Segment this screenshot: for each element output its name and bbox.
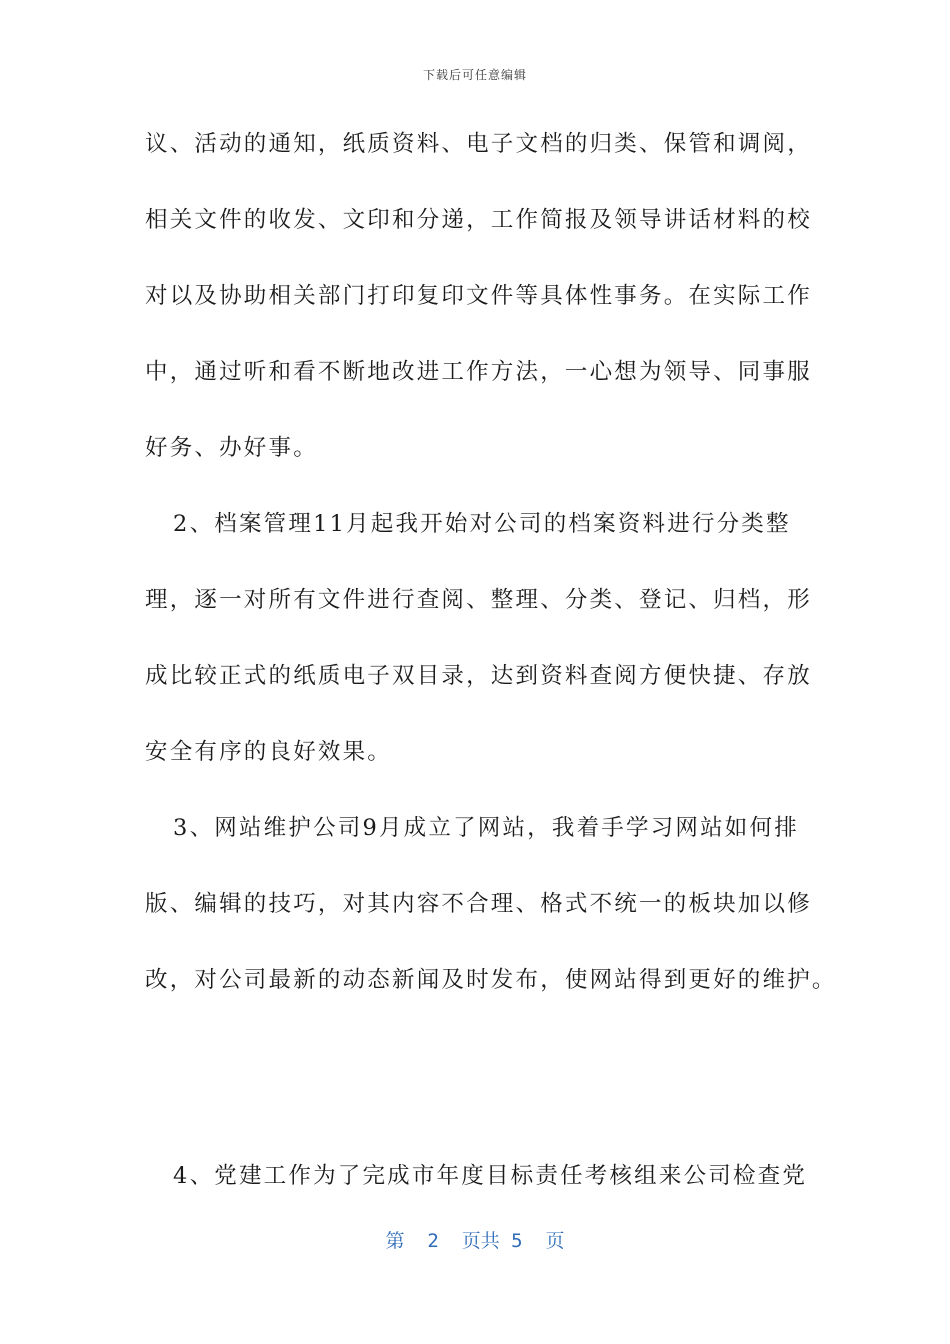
body-line: 议、活动的通知，纸质资料、电子文档的归类、保管和调阅， [145, 131, 812, 157]
page-number-footer: 第 2 页共 5 页 [385, 1230, 565, 1252]
body-line: 2、档案管理11月起我开始对公司的档案资料进行分类整 [145, 511, 791, 537]
body-line: 改，对公司最新的动态新闻及时发布，使网站得到更好的维护。 [145, 967, 837, 993]
body-line: 理，逐一对所有文件进行查阅、整理、分类、登记、归档，形 [145, 587, 812, 613]
body-line: 相关文件的收发、文印和分递，工作简报及领导讲话材料的校 [145, 207, 812, 233]
body-line: 3、网站维护公司9月成立了网站，我着手学习网站如何排 [145, 815, 799, 841]
body-line: 4、党建工作为了完成市年度目标责任考核组来公司检查党 [145, 1163, 808, 1189]
body-line [145, 1018, 810, 1138]
body-line: 对以及协助相关部门打印复印文件等具体性事务。在实际工作 [145, 283, 812, 309]
body-line: 成比较正式的纸质电子双目录，达到资料查阅方便快捷、存放 [145, 663, 812, 689]
body-line: 中，通过听和看不断地改进工作方法，一心想为领导、同事服 [145, 359, 812, 385]
document-body [145, 106, 837, 1214]
body-line: 版、编辑的技巧，对其内容不合理、格式不统一的板块加以修 [145, 891, 812, 917]
body-line: 好务、办好事。 [145, 435, 318, 461]
body-line: 安全有序的良好效果。 [145, 739, 393, 765]
page-header-note: 下载后可任意编辑 [422, 68, 527, 82]
